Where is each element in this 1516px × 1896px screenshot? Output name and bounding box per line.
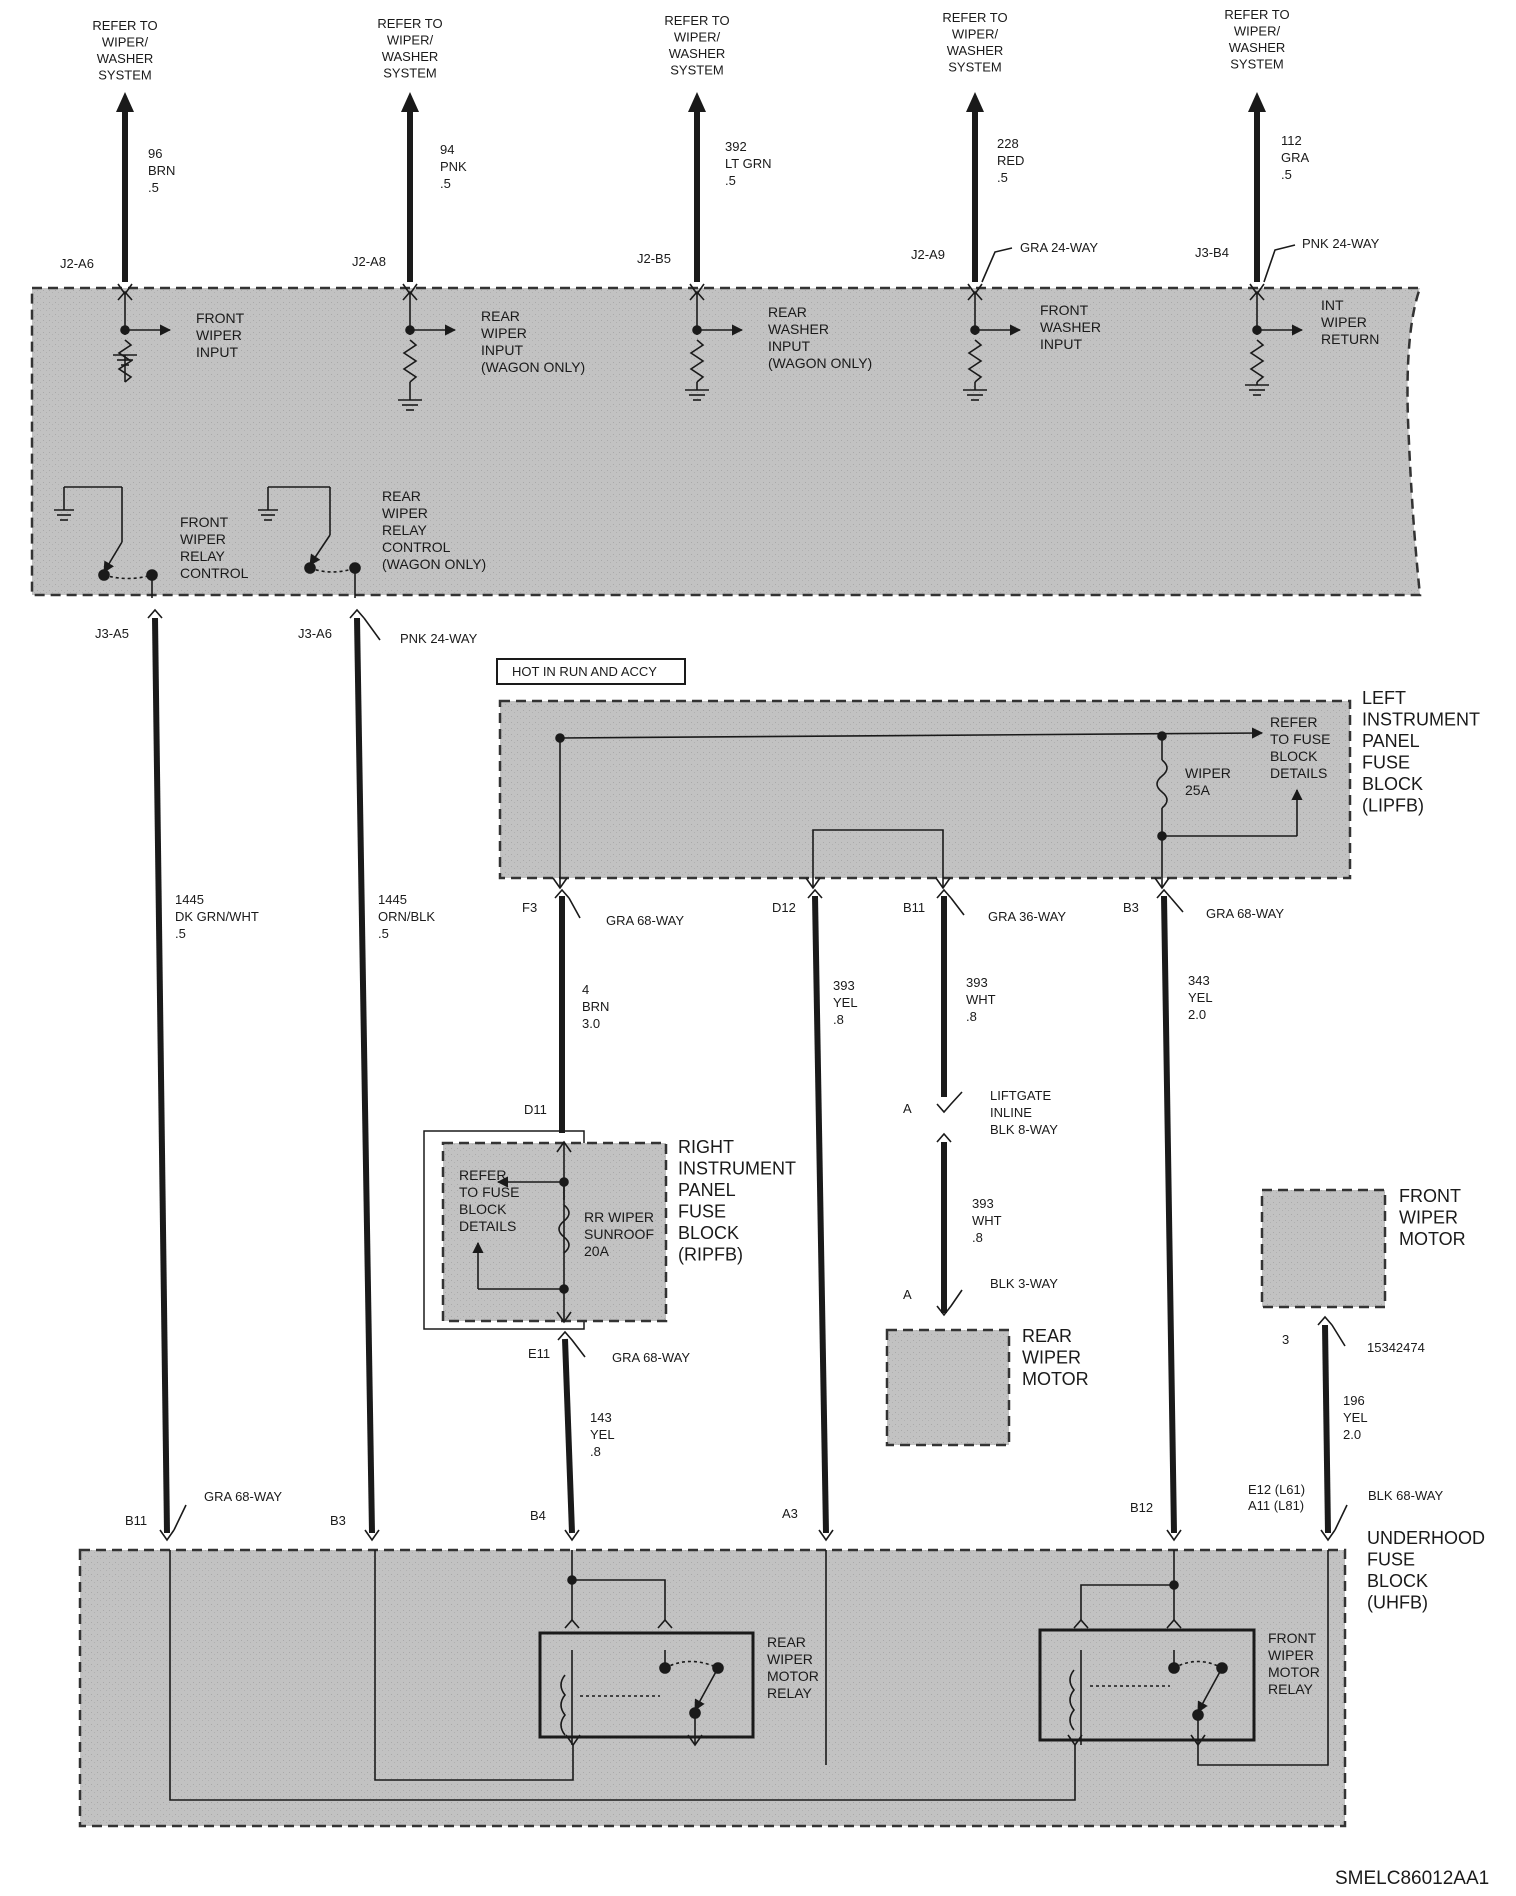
uhfb-conn-right: BLK 68-WAY <box>1368 1488 1444 1503</box>
wire-143-yel <box>565 1339 572 1533</box>
front-motor-pin: 3 <box>1282 1332 1290 1347</box>
ripfb-title: RIGHT INSTRUMENT PANEL FUSE BLOCK (RIPFB) <box>678 1137 796 1265</box>
refer-label-1: REFER TO WIPER/ WASHER SYSTEM <box>92 18 158 83</box>
up-arrow-icon <box>401 92 419 112</box>
rear-wiper-motor-box <box>887 1330 1009 1445</box>
input-label-2: REAR WIPER INPUT (WAGON ONLY) <box>481 308 586 375</box>
input-label-5: INT WIPER RETURN <box>1321 297 1380 347</box>
wire-label-5: 112 GRA .5 <box>1281 133 1310 182</box>
lipfb-refer: REFER TO FUSE BLOCK DETAILS <box>1270 714 1331 781</box>
rear-motor-label: REAR WIPER MOTOR <box>1022 1326 1089 1389</box>
uhfb-conn-left: GRA 68-WAY <box>204 1489 283 1504</box>
conn-pnk24-top: PNK 24-WAY <box>1302 236 1380 251</box>
wire-label-3: 392 LT GRN .5 <box>725 139 772 188</box>
liftgate-pin: A <box>903 1101 912 1116</box>
wire-1445-dkgrn <box>155 618 167 1533</box>
wire-393-yel <box>815 896 826 1533</box>
wire-196-label: 196 YEL 2.0 <box>1343 1393 1368 1442</box>
wire-393b-label: 393 WHT .8 <box>966 975 996 1024</box>
wire-143-label: 143 YEL .8 <box>590 1410 615 1459</box>
uhfb-pin-b4: B4 <box>530 1508 546 1523</box>
pin-d11: D11 <box>524 1102 547 1117</box>
pin-j2-a9: J2-A9 <box>911 247 945 262</box>
conn-b3: GRA 68-WAY <box>1206 906 1285 921</box>
uhfb-right-pin: E12 (L61) A11 (L81) <box>1248 1482 1306 1513</box>
wire-1445b-label: 1445 ORN/BLK .5 <box>378 892 436 941</box>
pin-j3-a5: J3-A5 <box>95 626 129 641</box>
lipfb-box <box>500 701 1350 878</box>
up-arrow-icon <box>1248 92 1266 112</box>
wire-393c-label: 393 WHT .8 <box>972 1196 1002 1245</box>
up-arrow-icon <box>688 92 706 112</box>
uhfb-box <box>80 1550 1345 1826</box>
rear-relay-control-label: REAR WIPER RELAY CONTROL (WAGON ONLY) <box>382 488 487 572</box>
pin-f3: F3 <box>522 900 538 915</box>
pin-b3-lipfb: B3 <box>1123 900 1139 915</box>
wire-1445-orn <box>357 618 372 1533</box>
conn-f3: GRA 68-WAY <box>606 913 685 928</box>
front-motor-conn: 15342474 <box>1367 1340 1425 1355</box>
wire-label-4: 228 RED .5 <box>997 136 1025 185</box>
wire-label-1: 96 BRN .5 <box>148 146 176 195</box>
rear-motor-conn: BLK 3-WAY <box>990 1276 1058 1291</box>
refer-label-2: REFER TO WIPER/ WASHER SYSTEM <box>377 16 443 81</box>
pin-e11: E11 <box>528 1346 551 1361</box>
ripfb-refer: REFER TO FUSE BLOCK DETAILS <box>459 1167 520 1234</box>
lipfb-title: LEFT INSTRUMENT PANEL FUSE BLOCK (LIPFB) <box>1362 688 1480 816</box>
pin-j3-a6: J3-A6 <box>298 626 332 641</box>
pin-j2-a6: J2-A6 <box>60 256 94 271</box>
rear-relay-label: REAR WIPER MOTOR RELAY <box>767 1634 819 1701</box>
uhfb-title: UNDERHOOD FUSE BLOCK (UHFB) <box>1367 1528 1486 1613</box>
pin-j2-b5: J2-B5 <box>637 251 671 266</box>
uhfb-pin-b11: B11 <box>125 1513 148 1528</box>
rear-motor-pin: A <box>903 1287 912 1302</box>
pin-b11-lipfb: B11 <box>903 900 926 915</box>
conn-gra24: GRA 24-WAY <box>1020 240 1099 255</box>
conn-e11: GRA 68-WAY <box>612 1350 691 1365</box>
wire-label-2: 94 PNK .5 <box>440 142 467 191</box>
uhfb-pin-b3: B3 <box>330 1513 346 1528</box>
front-relay-control-label: FRONT WIPER RELAY CONTROL <box>180 514 249 581</box>
conn-b11: GRA 36-WAY <box>988 909 1067 924</box>
hot-label: HOT IN RUN AND ACCY <box>512 664 657 679</box>
pin-d12: D12 <box>772 900 796 915</box>
input-label-3: REAR WASHER INPUT (WAGON ONLY) <box>768 304 873 371</box>
up-arrow-icon <box>116 92 134 112</box>
refer-label-5: REFER TO WIPER/ WASHER SYSTEM <box>1224 7 1290 72</box>
uhfb-pin-b12: B12 <box>1130 1500 1154 1515</box>
conn-pnk24-mid: PNK 24-WAY <box>400 631 478 646</box>
ripfb-fuse: RR WIPER SUNROOF 20A <box>584 1209 654 1259</box>
lipfb-fuse: WIPER 25A <box>1185 765 1231 798</box>
diagram-id: SMELC86012AA1 <box>1335 1868 1490 1889</box>
wire-343-label: 343 YEL 2.0 <box>1188 973 1213 1022</box>
wire-393a-label: 393 YEL .8 <box>833 978 858 1027</box>
wire-196-yel <box>1325 1325 1328 1533</box>
wire-343-yel <box>1164 896 1174 1533</box>
front-wiper-motor-box <box>1262 1190 1385 1307</box>
pin-j3-b4: J3-B4 <box>1195 245 1229 260</box>
refer-label-3: REFER TO WIPER/ WASHER SYSTEM <box>664 13 730 78</box>
wire-1445a-label: 1445 DK GRN/WHT .5 <box>175 892 259 941</box>
up-arrow-icon <box>966 92 984 112</box>
input-label-4: FRONT WASHER INPUT <box>1040 302 1101 352</box>
front-relay-label: FRONT WIPER MOTOR RELAY <box>1268 1630 1320 1697</box>
uhfb-pin-a3: A3 <box>782 1506 798 1521</box>
refer-label-4: REFER TO WIPER/ WASHER SYSTEM <box>942 10 1008 75</box>
liftgate-label: LIFTGATE INLINE BLK 8-WAY <box>990 1088 1058 1137</box>
pin-j2-a8: J2-A8 <box>352 254 386 269</box>
wire-4-label: 4 BRN 3.0 <box>582 982 610 1031</box>
input-label-1: FRONT WIPER INPUT <box>196 310 245 360</box>
front-motor-label: FRONT WIPER MOTOR <box>1399 1186 1466 1249</box>
